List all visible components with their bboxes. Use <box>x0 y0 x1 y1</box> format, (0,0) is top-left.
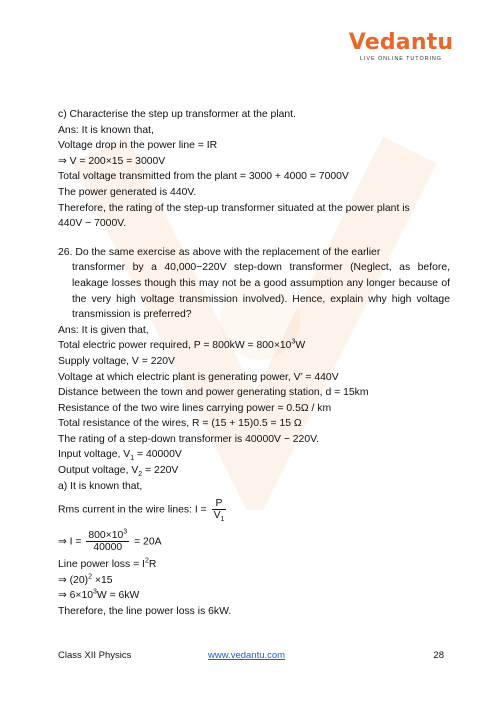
answer-label: Ans: It is known that, <box>58 124 154 136</box>
part-a-line: a) It is known that, <box>58 480 143 492</box>
current-fraction: $\frac{800\times 10^3}{40000}$ <box>88 528 128 554</box>
footer-page-number: 28 <box>433 650 444 661</box>
total-power-line: Total electric power required, $P = 800kW = 800\times 10^3W$ <box>58 338 306 352</box>
answer-26-label: Ans: It is given that, <box>58 324 149 336</box>
wire-resistance-line: Resistance of the two wire lines carrying power = 0.5Ω / km <box>58 402 332 414</box>
rms-current-line: Rms current in the wire lines: I = $\frac{P}{V_1}$ <box>58 498 225 524</box>
final-loss-line: Therefore, the line power loss is 6kW. <box>58 606 232 618</box>
output-voltage-line: Output voltage, $V_2 = 220V$ <box>58 465 179 479</box>
input-voltage-line: Input voltage, $V_1 = 40000V$ <box>58 449 182 463</box>
generating-voltage-line: Voltage at which electric plant is generating power, V’ = 440V <box>58 371 339 383</box>
loss-step-1: ⇒ $(20)^2 \times 15$ <box>58 573 113 586</box>
document-body <box>58 107 450 620</box>
footer-subject: Class XII Physics <box>58 650 132 661</box>
voltage-drop-value: ⇒ V = 200×15 = 3000V <box>58 155 166 167</box>
supply-voltage-line: Supply voltage, V = 220V <box>58 355 175 367</box>
total-voltage-line: Total voltage transmitted from the plant = 3000 + 4000 = 7000V <box>58 171 349 183</box>
current-calculation-line: ⇒ I = $\frac{800\times 10^3}{40000}$ = 20A <box>58 528 162 554</box>
logo-wordmark: Vedantu <box>348 30 454 55</box>
logo-tagline: LIVE ONLINE TUTORING <box>360 56 442 62</box>
vedantu-logo <box>346 30 456 62</box>
question-c: c) Characterise the step up transformer at the plant. <box>58 109 296 120</box>
transformer-rating-line: The rating of a step-down transformer is 40000V − 220V. <box>58 433 319 445</box>
footer-website-link[interactable]: www.vedantu.com <box>208 650 286 661</box>
total-resistance-line: Total resistance of the wires, R = (15 + 15)0.5 = 15 Ω <box>58 418 302 430</box>
power-generated-line: The power generated is 440V. <box>58 186 197 198</box>
loss-step-2: ⇒ $6\times 10^3W = 6kW$ <box>58 588 140 602</box>
question-26-text: transformer by a 40,000−220V step-down transformer (Neglect, as before, leakage losses though this may not be a good assumption any longer because of the very high voltage transmission involved). Hence, explain why high voltage transmission is preferred? <box>72 262 450 321</box>
distance-line: Distance between the town and power generating station, d = 15km <box>58 387 369 399</box>
line-power-loss-line: Line power loss = $I^2R$ <box>58 557 157 571</box>
rating-line: 440V − 7000V. <box>58 218 127 230</box>
question-26-first-line: 26. Do the same exercise as above with the replacement of the earlier <box>58 246 381 258</box>
rms-fraction: $\frac{P}{V_1}$ <box>213 498 225 524</box>
voltage-drop-line: Voltage drop in the power line = IR <box>58 140 218 152</box>
therefore-line: Therefore, the rating of the step-up transformer situated at the power plant is <box>58 202 410 214</box>
